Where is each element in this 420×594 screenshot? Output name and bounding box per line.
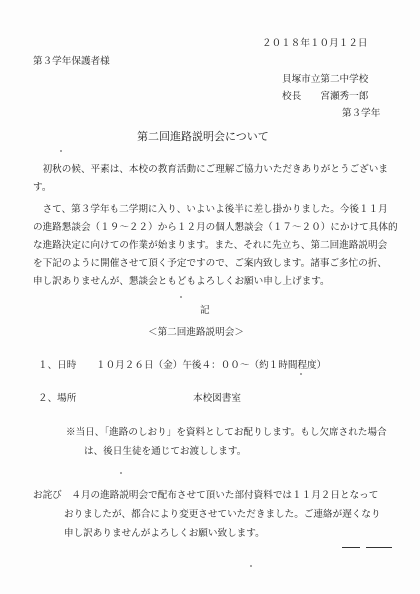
- letter-title: 第二回進路説明会について: [137, 130, 269, 143]
- body-p2-line5: 申し訳ありませんが、懇談会ともどもよろしくお願い申し上げます。: [33, 276, 330, 287]
- scan-mark-right: [366, 547, 392, 548]
- scan-speck: [60, 150, 62, 152]
- apology-line1: お詫び ４月の進路説明会で配布させて頂いた部付資料では１１月２日となって: [33, 490, 379, 501]
- scan-speck: [250, 565, 252, 567]
- datetime-label: １、日時: [38, 360, 77, 371]
- apology-line2: おりましたが、都合により変更させていただきました。ご連絡が遅くなり: [64, 509, 381, 520]
- apology-line3: 申し訳ありませんがよろしくお願い致します。: [64, 528, 265, 539]
- scan-speck: [300, 373, 302, 375]
- body-p1-line1: 初秋の候、平素は、本校の教育活動にご理解ご協力いただきありがとうございま: [33, 164, 388, 175]
- scan-speck: [120, 472, 122, 474]
- event-title: ＜第二回進路説明会＞: [148, 327, 244, 338]
- note-line2: は、後日生徒を通じてお渡しします。: [84, 446, 247, 457]
- ki-mark: 記: [200, 305, 210, 316]
- note-line1: ※当日、「進路のしおり」を資料としてお配りします。もし欠席された場合: [66, 427, 387, 438]
- sender-principal: 校長 宮瀬秀一郎: [282, 91, 369, 102]
- scan-speck: [180, 296, 182, 298]
- place-value: 本校図書室: [193, 393, 241, 404]
- body-p2-line1: さて、第３学年も二学期に入り、いよいよ後半に差し掛かりました。今後１１月: [33, 204, 388, 215]
- letter-date: ２０１８年１０月１２日: [262, 38, 368, 49]
- place-label: ２、場所: [38, 393, 77, 404]
- scan-mark-left: [342, 547, 360, 548]
- body-p1-line2: す。: [33, 182, 52, 193]
- body-p2-line2: の進路懇談会（１９～２２）から１２月の個人懇談会（１７～２０）にかけて具体的: [33, 222, 398, 233]
- datetime-value: １０月２６日（金）午後４：００～（約１時間程度）: [96, 360, 327, 371]
- addressee: 第３学年保護者様: [33, 56, 110, 67]
- sender-school: 貝塚市立第二中学校: [282, 74, 369, 85]
- body-p2-line3: な進路決定に向けての作業が始まります。また、それに先立ち、第二回進路説明会: [33, 240, 388, 251]
- body-p2-line4: を下記のように開催させて頂く予定ですので、ご案内致します。諸事ご多忙の折、: [33, 258, 388, 269]
- sender-grade: 第３学年: [342, 108, 381, 119]
